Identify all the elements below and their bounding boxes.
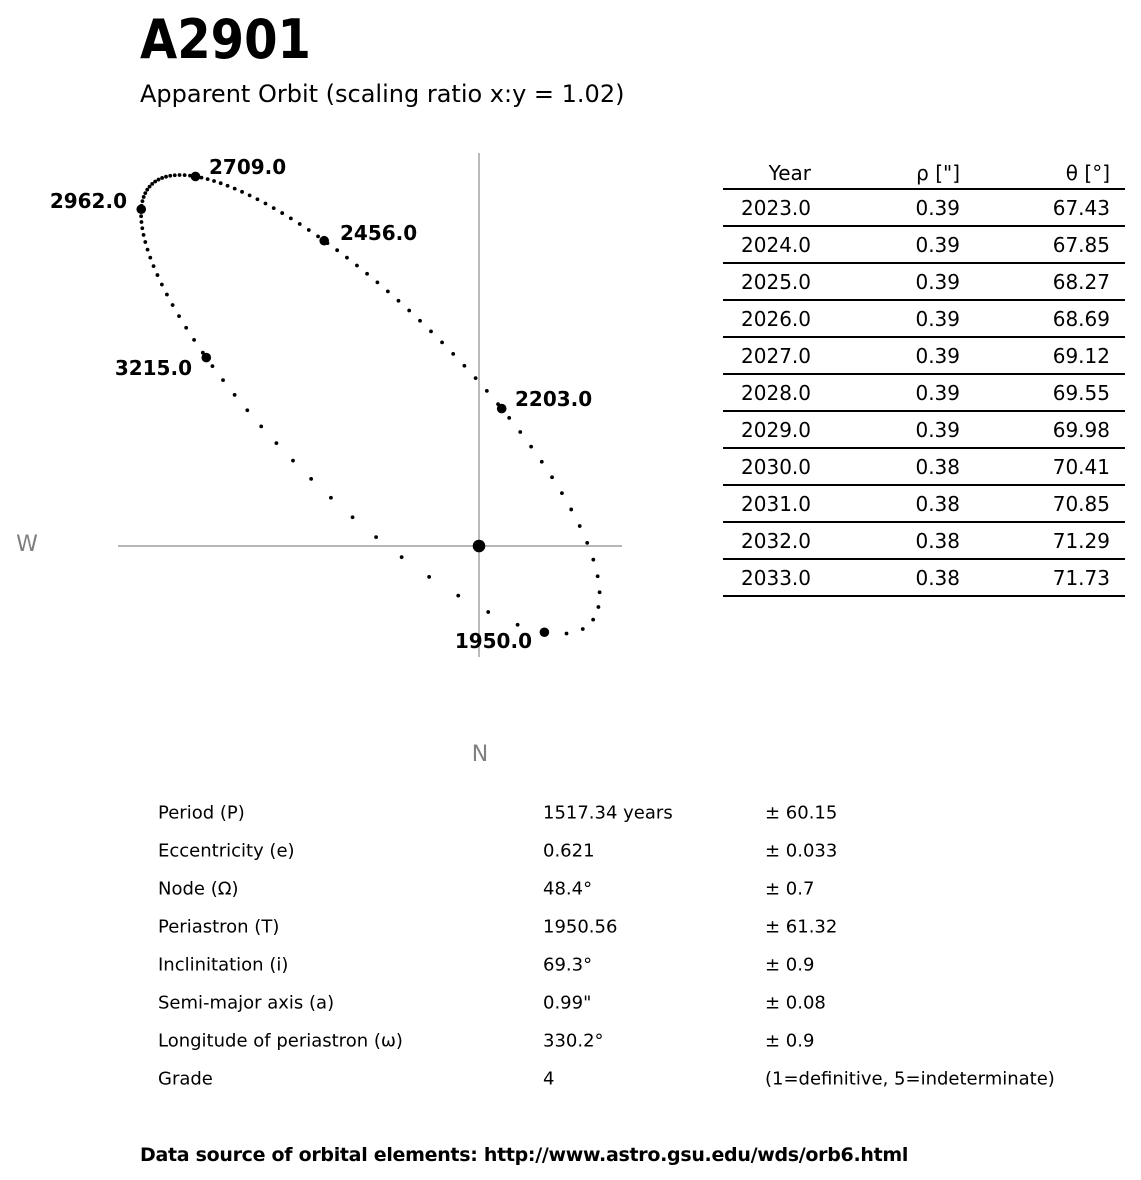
ephemeris-theta-cell: 69.98	[991, 411, 1125, 448]
orbit-dot	[518, 430, 522, 434]
ephemeris-rho-cell: 0.39	[857, 263, 991, 300]
orbit-dot	[462, 364, 466, 368]
orbit-dot	[184, 326, 188, 330]
ephemeris-theta-cell: 67.43	[991, 189, 1125, 226]
table-row	[723, 337, 1125, 374]
table-row	[723, 189, 1125, 226]
orbital-parameter-label: Inclinitation (i)	[158, 954, 289, 976]
data-source-footer: Data source of orbital elements: http://www.astro.gsu.edu/wds/orb6.html	[140, 1144, 909, 1166]
ephemeris-rho-cell: 0.38	[857, 559, 991, 596]
orbit-dot	[142, 195, 146, 199]
orbit-dot	[226, 184, 230, 188]
orbit-dot	[591, 618, 595, 622]
orbit-dot	[177, 314, 181, 318]
orbital-parameter-error: (1=definitive, 5=indeterminate)	[765, 1068, 1055, 1090]
orbit-dot	[240, 190, 244, 194]
table-row	[723, 226, 1125, 263]
orbit-dot	[329, 496, 333, 500]
ephemeris-theta-cell: 71.29	[991, 522, 1125, 559]
ephemeris-year-cell: 2028.0	[723, 374, 857, 411]
orbit-dot	[307, 228, 311, 232]
orbital-parameter-error: ± 0.033	[765, 840, 838, 862]
orbital-parameter-value: 69.3°	[543, 954, 593, 976]
orbital-parameter-row	[158, 908, 1118, 946]
orbit-dot	[140, 226, 144, 230]
table-row	[723, 559, 1125, 596]
epoch-marker-label: 3215.0	[114, 356, 192, 380]
orbital-parameter-error: ± 0.9	[765, 954, 815, 976]
orbit-dot	[397, 299, 401, 303]
orbit-dot	[309, 477, 313, 481]
orbit-dot	[148, 256, 152, 260]
ephemeris-header-year: Year	[723, 157, 857, 189]
epoch-marker-dot	[191, 172, 201, 182]
orbit-dot	[140, 220, 144, 224]
orbit-dot	[274, 441, 278, 445]
orbit-dot	[345, 256, 349, 260]
ephemeris-rho-cell: 0.38	[857, 522, 991, 559]
orbit-dot	[264, 202, 268, 206]
orbit-dot	[375, 280, 379, 284]
epoch-marker-label: 2709.0	[209, 155, 287, 179]
orbital-parameter-error: ± 0.08	[765, 992, 826, 1014]
north-axis-label: N	[471, 742, 489, 767]
orbit-dot	[212, 179, 216, 183]
orbit-dot	[272, 206, 276, 210]
orbit-dot	[565, 632, 569, 636]
orbit-dot	[516, 623, 520, 627]
orbit-dot	[597, 605, 601, 609]
ephemeris-rho-cell: 0.38	[857, 485, 991, 522]
orbital-parameter-label: Semi-major axis (a)	[158, 992, 335, 1014]
orbit-dot	[219, 181, 223, 185]
orbital-parameter-error: ± 0.7	[765, 878, 815, 900]
orbital-parameter-error: ± 61.32	[765, 916, 838, 938]
orbit-dot	[143, 191, 147, 195]
orbit-dot	[150, 182, 154, 186]
orbit-dot	[141, 199, 145, 203]
table-row	[723, 448, 1125, 485]
orbit-dot	[427, 575, 431, 579]
orbital-parameter-value: 4	[543, 1068, 555, 1090]
orbit-dot	[578, 524, 582, 528]
orbit-dot	[429, 329, 433, 333]
table-row	[723, 263, 1125, 300]
orbit-dot	[156, 273, 160, 277]
orbit-dot	[550, 475, 554, 479]
epoch-marker-label: 2456.0	[340, 221, 418, 245]
orbital-parameter-value: 330.2°	[543, 1030, 604, 1052]
orbit-dot	[540, 460, 544, 464]
ephemeris-theta-cell: 71.73	[991, 559, 1125, 596]
ephemeris-rho-cell: 0.39	[857, 374, 991, 411]
orbit-dot	[316, 234, 320, 238]
orbit-dot	[178, 173, 182, 177]
orbit-dot	[233, 187, 237, 191]
orbital-parameter-value: 0.99"	[543, 992, 592, 1014]
orbit-dot	[245, 408, 249, 412]
orbit-dot	[585, 541, 589, 545]
ephemeris-year-cell: 2024.0	[723, 226, 857, 263]
orbit-dot	[355, 264, 359, 268]
orbit-dot	[474, 376, 478, 380]
orbit-dot	[183, 173, 187, 177]
ephemeris-year-cell: 2029.0	[723, 411, 857, 448]
orbit-dot	[569, 508, 573, 512]
ephemeris-rho-cell: 0.39	[857, 411, 991, 448]
orbit-dot	[591, 558, 595, 562]
page-title: A2901	[140, 8, 311, 71]
orbit-dot	[407, 309, 411, 313]
orbital-parameter-label: Period (P)	[158, 802, 245, 824]
orbit-dot	[298, 222, 302, 226]
orbit-dot	[165, 293, 169, 297]
ephemeris-theta-cell: 70.41	[991, 448, 1125, 485]
epoch-marker-label: 2203.0	[515, 387, 593, 411]
ephemeris-year-cell: 2033.0	[723, 559, 857, 596]
west-axis-label: W	[16, 532, 38, 557]
primary-star-dot	[473, 540, 486, 553]
orbit-dot	[289, 216, 293, 220]
ephemeris-table-body	[723, 189, 1125, 596]
orbital-parameter-row	[158, 832, 1118, 870]
orbit-dot	[440, 340, 444, 344]
orbit-dot	[529, 445, 533, 449]
ephemeris-year-cell: 2025.0	[723, 263, 857, 300]
orbit-dot	[173, 173, 177, 177]
orbital-parameter-value: 1517.34 years	[543, 802, 673, 824]
orbital-parameter-error: ± 60.15	[765, 802, 838, 824]
orbital-parameters-list	[158, 794, 1118, 1098]
orbit-dot	[168, 174, 172, 178]
ephemeris-year-cell: 2032.0	[723, 522, 857, 559]
orbit-dot	[596, 574, 600, 578]
orbital-parameter-label: Periastron (T)	[158, 916, 280, 938]
orbit-dot	[221, 378, 225, 382]
orbit-dot	[153, 180, 157, 184]
orbital-parameter-value: 48.4°	[543, 878, 593, 900]
table-row	[723, 374, 1125, 411]
page-subtitle: Apparent Orbit (scaling ratio x:y = 1.02)	[140, 80, 625, 108]
table-row	[723, 522, 1125, 559]
orbit-dot	[233, 393, 237, 397]
ephemeris-theta-cell: 67.85	[991, 226, 1125, 263]
table-row	[723, 485, 1125, 522]
orbit-dot	[598, 590, 602, 594]
orbit-dot	[451, 352, 455, 356]
ephemeris-theta-cell: 68.27	[991, 263, 1125, 300]
orbit-dot	[280, 211, 284, 215]
orbit-dot	[291, 459, 295, 463]
orbit-dot	[507, 416, 511, 420]
epoch-marker-dot	[136, 204, 146, 214]
orbital-parameter-label: Grade	[158, 1068, 213, 1090]
orbital-parameter-row	[158, 1022, 1118, 1060]
ephemeris-year-cell: 2026.0	[723, 300, 857, 337]
orbit-dot	[486, 610, 490, 614]
orbit-dot	[248, 193, 252, 197]
epoch-marker-label: 1950.0	[454, 629, 532, 653]
orbit-dot	[192, 338, 196, 342]
orbital-parameter-row	[158, 984, 1118, 1022]
orbital-parameter-label: Eccentricity (e)	[158, 840, 295, 862]
orbit-dot	[418, 319, 422, 323]
orbit-dot	[335, 248, 339, 252]
orbit-dot	[211, 364, 215, 368]
ephemeris-theta-cell: 70.85	[991, 485, 1125, 522]
ephemeris-table-head	[723, 157, 1125, 189]
ephemeris-rho-cell: 0.39	[857, 337, 991, 374]
ephemeris-year-cell: 2023.0	[723, 189, 857, 226]
ephemeris-rho-cell: 0.39	[857, 189, 991, 226]
orbital-parameter-value: 0.621	[543, 840, 595, 862]
orbit-dot	[171, 303, 175, 307]
epoch-marker-dot	[201, 353, 211, 363]
ephemeris-header-rho: ρ ["]	[857, 157, 991, 189]
orbital-parameter-row	[158, 946, 1118, 984]
orbit-dot	[365, 272, 369, 276]
orbit-dot	[139, 214, 143, 218]
orbital-parameter-row	[158, 870, 1118, 908]
ephemeris-rho-cell: 0.38	[857, 448, 991, 485]
orbital-parameter-error: ± 0.9	[765, 1030, 815, 1052]
orbit-dot	[386, 289, 390, 293]
ephemeris-theta-cell: 69.12	[991, 337, 1125, 374]
epoch-marker-dot	[540, 627, 550, 637]
orbit-dot	[456, 594, 460, 598]
orbit-dot	[259, 424, 263, 428]
orbit-dot	[157, 178, 161, 182]
orbit-dot	[351, 515, 355, 519]
ephemeris-theta-cell: 68.69	[991, 300, 1125, 337]
orbit-dot	[152, 264, 156, 268]
orbit-dot	[143, 240, 147, 244]
orbit-dot	[160, 176, 164, 180]
orbit-plot	[0, 0, 700, 790]
orbit-dot	[256, 197, 260, 201]
table-row	[723, 411, 1125, 448]
orbit-dot	[146, 248, 150, 252]
orbit-dot	[160, 283, 164, 287]
orbit-dot	[400, 555, 404, 559]
ephemeris-year-cell: 2030.0	[723, 448, 857, 485]
ephemeris-rho-cell: 0.39	[857, 300, 991, 337]
orbit-dot	[148, 185, 152, 189]
orbit-dot	[581, 627, 585, 631]
epoch-marker-dot	[497, 404, 507, 414]
ephemeris-year-cell: 2031.0	[723, 485, 857, 522]
epoch-marker-label: 2962.0	[49, 189, 127, 213]
orbit-dot	[164, 175, 168, 179]
ephemeris-year-cell: 2027.0	[723, 337, 857, 374]
orbital-parameter-row	[158, 1060, 1118, 1098]
orbit-dot	[145, 188, 149, 192]
orbital-parameter-value: 1950.56	[543, 916, 618, 938]
ephemeris-header-theta: θ [°]	[991, 157, 1125, 189]
table-row	[723, 300, 1125, 337]
orbital-parameter-row	[158, 794, 1118, 832]
epoch-marker-dot	[319, 236, 329, 246]
ephemeris-rho-cell: 0.39	[857, 226, 991, 263]
orbit-dot	[560, 491, 564, 495]
orbit-dot	[374, 535, 378, 539]
orbital-parameter-label: Node (Ω)	[158, 878, 239, 900]
orbit-dot	[485, 389, 489, 393]
ephemeris-table	[723, 157, 1125, 597]
ephemeris-theta-cell: 69.55	[991, 374, 1125, 411]
orbital-parameter-label: Longitude of periastron (ω)	[158, 1030, 403, 1052]
ephemeris-header-row	[723, 157, 1125, 189]
orbit-dot	[142, 233, 146, 237]
